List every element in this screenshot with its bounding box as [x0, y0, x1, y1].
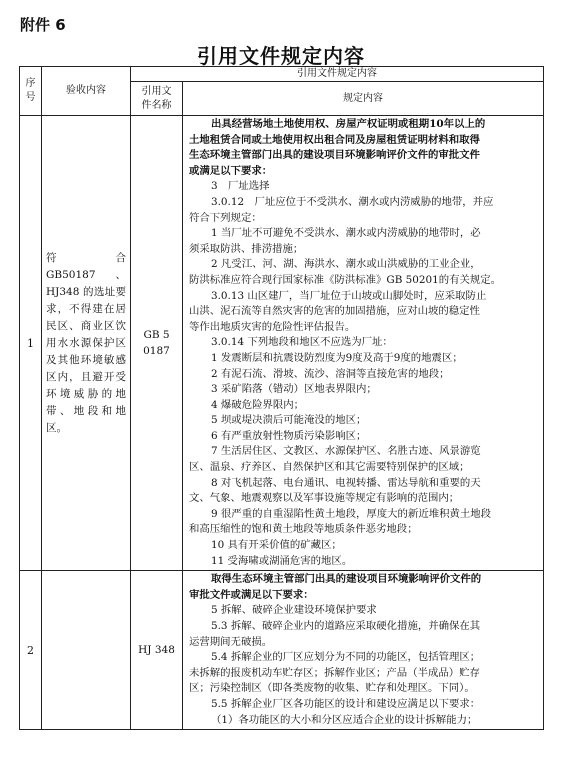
content-line: 5.3 拆解、破碎企业内的道路应采取硬化措施，并确保在其 [211, 620, 481, 632]
content-line: 5 坝或堤决溃后可能淹没的地区； [211, 414, 367, 427]
content-line: 防洪标准应符合现行国家标准《防洪标准》GB 50201的有关规定。 [189, 273, 502, 286]
content-line: 山洪、泥石流等自然灾害的危害的加固措施，应对山坡的稳定性 [189, 305, 480, 318]
attachment-label: 附件 6 [20, 16, 66, 34]
header-cited-file [131, 82, 183, 116]
content-line: 文、气象、地震观察以及军事设施等规定有影响的范围内； [189, 492, 460, 505]
content-line: 区；污染控制区（即各类废物的收集、贮存和处理区。下同）。 [189, 682, 475, 695]
content-line: 5.4 拆解企业的厂区应划分为不同的功能区，包括管理区； [211, 651, 481, 664]
content-line: 区、温泉、疗养区、自然保护区和其它需要特别保护的区域； [189, 461, 470, 474]
content-line: 3 采矿陷落（错动）区地表界限内； [211, 383, 377, 396]
content-line: 2 有泥石流、滑坡、流沙、溶洞等直接危害的地段； [211, 367, 450, 380]
content-line: 3.0.13 山区建厂，当厂址位于山坡或山脚处时，应采取防止 [211, 289, 487, 302]
content-line: 2 凡受江、河、湖、海洪水、潮水或山洪威胁的工业企业， [211, 258, 481, 271]
header-seq-line2: 号 [25, 92, 36, 103]
cited-provisions-table [19, 66, 544, 730]
row-cited-file [131, 116, 183, 571]
row-cited-file: HJ 348 [131, 571, 183, 730]
content-line: 10 具有开采价值的矿藏区； [211, 539, 342, 552]
header-cited-line1: 引用文 [141, 85, 172, 97]
content-line: 运营期间无破损。 [189, 635, 273, 648]
content-line: 1 发震断层和抗震设防烈度为9度及高于9度的地震区； [211, 351, 463, 364]
table-row [20, 571, 544, 730]
content-line: 审批文件或满足以下要求： [189, 588, 314, 601]
row-index: 2 [20, 571, 42, 730]
header-cited-line2: 件名称 [141, 99, 172, 111]
content-line: 5.5 拆解企业厂区各功能区的设计和建设应满足以下要求： [211, 697, 481, 710]
content-line: 或满足以下要求： [189, 164, 273, 177]
table-row [20, 116, 544, 571]
content-line: 须采取防洪、排涝措施； [189, 242, 304, 255]
header-acceptance: 验收内容 [42, 67, 131, 116]
content-line: 3.0.12 厂址应位于不受洪水、潮水或内涝威胁的地带，并应 [211, 195, 494, 208]
content-line: 4 爆破危险界限内； [211, 398, 305, 411]
row-content [183, 116, 544, 571]
content-line: 取得生态环境主管部门出具的建设项目环境影响评价文件的 [211, 573, 482, 586]
content-line: 土地租赁合同或土地使用权出租合同及房屋租赁证明材料和取得 [189, 133, 480, 146]
row-index: 1 [20, 116, 42, 571]
row-requirement: 符合 GB50187、HJ348 的选址要求，不得建在居民区、商业区饮用水水源保护区及其他环境敏感区内，且避开受环境威胁的地带、地段和地区。 [42, 116, 131, 571]
row-requirement [42, 571, 131, 730]
header-seq-line1: 序 [25, 78, 36, 89]
content-line: 11 受海啸或湖涌危害的地区。 [211, 554, 353, 567]
header-seq [20, 67, 42, 116]
page-title: 引用文件规定内容 [197, 44, 365, 68]
content-line: 生态环境主管部门出具的建设项目环境影响评价文件的审批文件 [189, 149, 480, 162]
content-line: 5 拆解、破碎企业建设环境保护要求 [211, 604, 377, 617]
content-line: 9 很严重的自重湿陷性黄土地段，厚度大的新近堆积黄土地段 [211, 507, 492, 520]
content-line: 7 生活居住区、文教区、水源保护区、名胜古迹、风景游览 [211, 445, 481, 458]
content-line: 8 对飞机起落、电台通讯、电视转播、雷达导航和重要的天 [211, 476, 481, 489]
cited-file-name: GB 50187 [143, 329, 170, 358]
content-line: 未拆解的报废机动车贮存区；拆解作业区；产品（半成品）贮存 [189, 666, 480, 679]
content-line: 出具经营场地土地使用权、房屋产权证明或租期10年以上的 [211, 118, 486, 130]
content-line: 等作出地质灾害的危险性评估报告。 [189, 320, 356, 333]
header-group: 引用文件规定内容 [131, 67, 544, 82]
row-content [183, 571, 544, 730]
content-line: （1）各功能区的大小和分区应适合企业的设计拆解能力； [211, 713, 478, 726]
content-line: 符合下列规定： [189, 211, 262, 224]
content-line: 6 有严重放射性物质污染影响区； [211, 429, 367, 442]
content-line: 1 当厂址不可避免不受洪水、潮水或内涝威胁的地带时，必 [211, 227, 481, 240]
content-line: 3 厂址选择 [211, 180, 270, 193]
content-line: 和高压缩性的饱和黄土地段等地质条件恶劣地段； [189, 523, 418, 536]
content-line: 3.0.14 下列地段和地区不应选为厂址： [211, 336, 393, 349]
header-provisions: 规定内容 [183, 82, 544, 116]
